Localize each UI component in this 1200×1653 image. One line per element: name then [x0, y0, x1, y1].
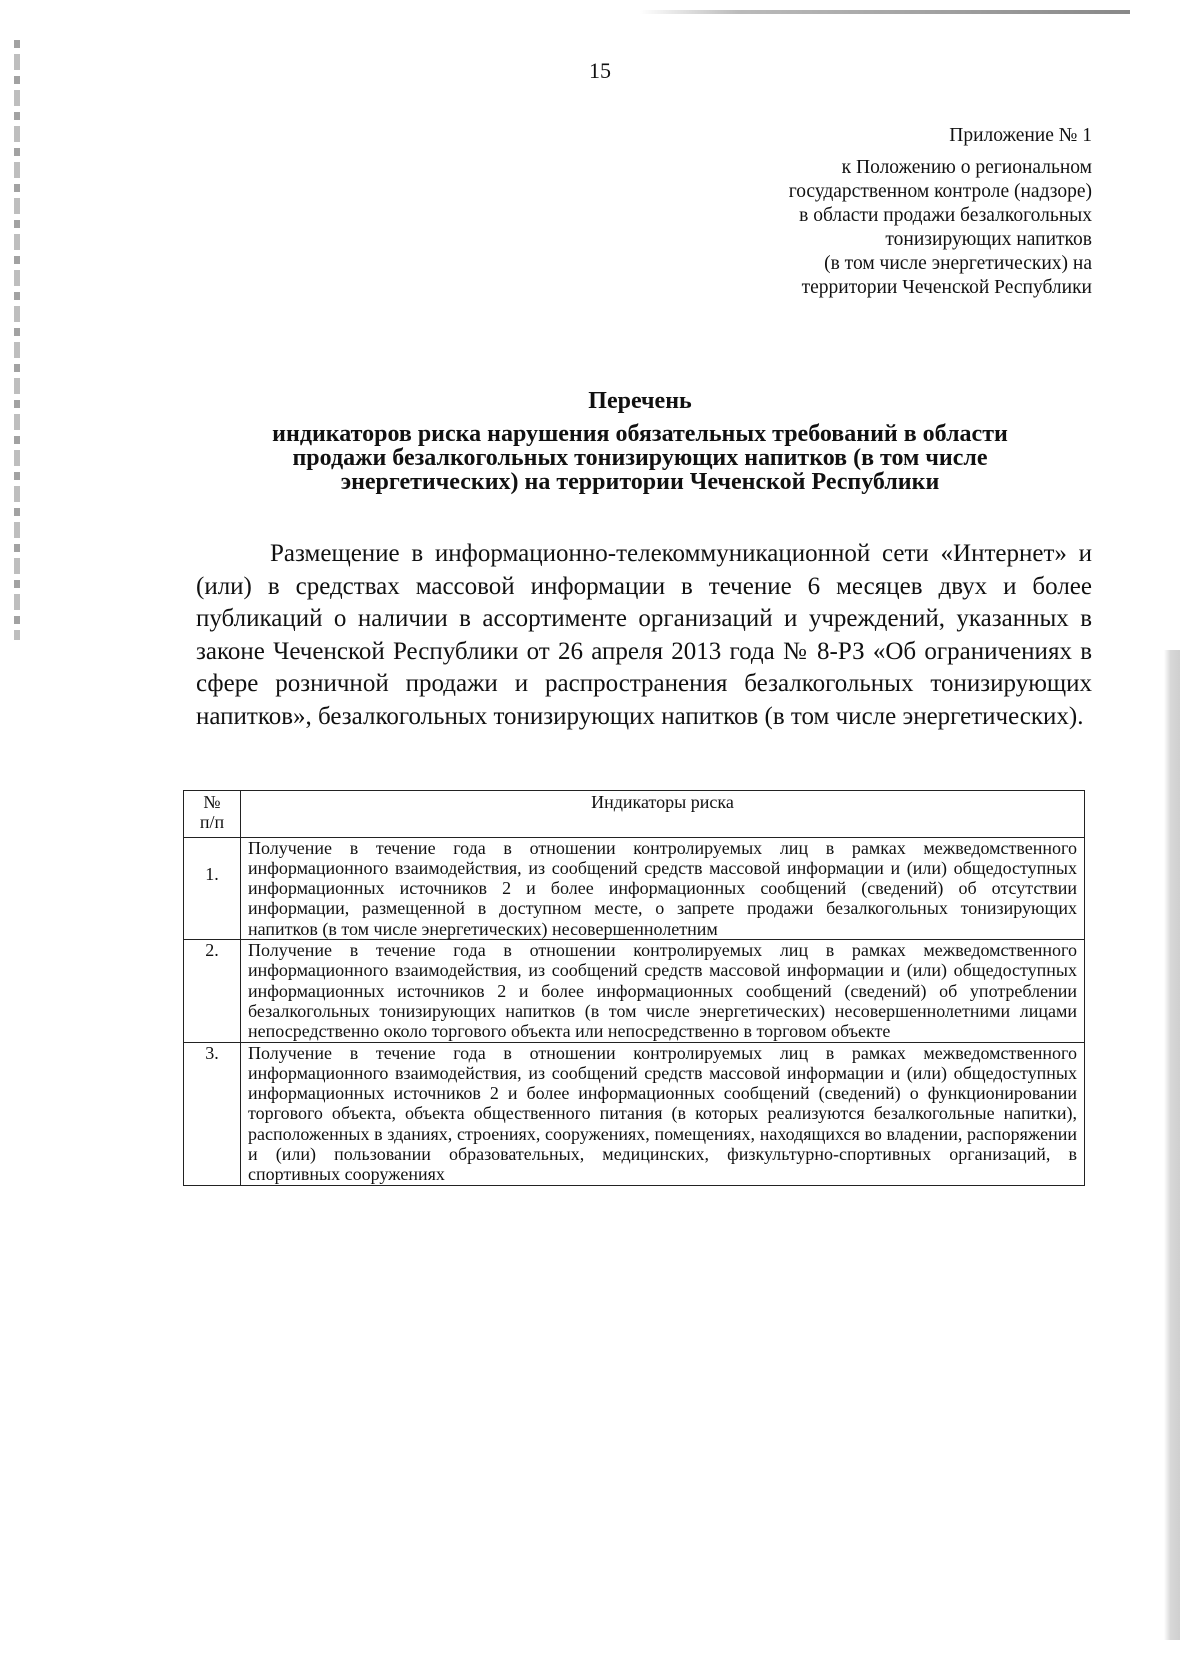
table-row	[184, 940, 1085, 1042]
row-indicator-text: Получение в течение года в отношении контролируемых лиц в рамках межведомственного информационного взаимодействия, из сообщений средств массовой информации и (или) общедоступных информационных источников 2 и более информационных сообщений (сведений) об отсутствии информации, размещенной в доступном месте, о запрете продажи безалкогольных тонизирующих напитков (в том числе энергетических) несовершеннолетним	[241, 837, 1085, 939]
body-paragraph: Размещение в информационно-телекоммуникационной сети «Интернет» и (или) в средствах массовой информации в течение 6 месяцев двух и более публикаций о наличии в ассортименте организаций и учреждений, указанных в законе Чеченской Республики от 26 апреля 2013 года № 8-РЗ «Об ограничениях в сфере розничной продажи и распространения безалкогольных тонизирующих напитков», безалкогольных тонизирующих напитков (в том числе энергетических).	[196, 540, 1092, 730]
row-indicator-text: Получение в течение года в отношении контролируемых лиц в рамках межведомственного информационного взаимодействия, из сообщений средств массовой информации и (или) общедоступных информационных источников 2 и более информационных сообщений (сведений) об употреблении безалкогольных тонизирующих напитков (в том числе энергетических) несовершеннолетними лицами непосредственно около торгового объекта или непосредственно в торговом объекте	[241, 940, 1085, 1042]
row-number: 2.	[184, 940, 241, 1042]
scan-artifact-right-edge	[1164, 650, 1180, 1640]
row-number: 3.	[184, 1042, 241, 1185]
header-indicators-column: Индикаторы риска	[241, 791, 1085, 838]
appendix-block	[592, 124, 1092, 300]
document-subtitle	[190, 422, 1090, 494]
table-row	[184, 837, 1085, 939]
header-number-column	[184, 791, 241, 838]
subtitle-line: энергетических) на территории Чеченской Республики	[340, 469, 940, 495]
appendix-line: к Положению о региональном	[841, 157, 1092, 178]
header-number-abbrev: п/п	[199, 812, 225, 833]
header-number-symbol: №	[203, 792, 221, 812]
appendix-line: государственном контроле (надзоре)	[788, 181, 1092, 202]
row-number: 1.	[184, 837, 241, 939]
risk-indicators-table	[183, 790, 1085, 1186]
document-title: Перечень	[588, 388, 692, 414]
page-number: 15	[589, 58, 611, 83]
row-indicator-text: Получение в течение года в отношении контролируемых лиц в рамках межведомственного информационного взаимодействия, из сообщений средств массовой информации и (или) общедоступных информационных источников 2 и более информационных сообщений (сведений) о функционировании торгового объекта, объекта общественного питания (в которых реализуются безалкогольные напитки), расположенных в зданиях, строениях, сооружениях, помещениях, находящихся во владении, распоряжении и (или) пользовании образовательных, медицинских, физкультурно-спортивных организаций, в спортивных сооружениях	[241, 1042, 1085, 1185]
scan-artifact-top-line	[640, 10, 1130, 14]
table-row	[184, 1042, 1085, 1185]
appendix-line: территории Чеченской Республики	[801, 277, 1092, 298]
table-header-row	[184, 791, 1085, 838]
appendix-line: тонизирующих напитков	[885, 229, 1092, 250]
subtitle-line: продажи безалкогольных тонизирующих напитков (в том числе	[292, 445, 988, 471]
subtitle-line: индикаторов риска нарушения обязательных требований в области	[272, 421, 1008, 447]
appendix-line: (в том числе энергетических) на	[824, 253, 1092, 274]
appendix-line: в области продажи безалкогольных	[799, 205, 1092, 226]
scan-artifact-left-edge	[14, 40, 20, 640]
appendix-number: Приложение № 1	[949, 125, 1092, 146]
